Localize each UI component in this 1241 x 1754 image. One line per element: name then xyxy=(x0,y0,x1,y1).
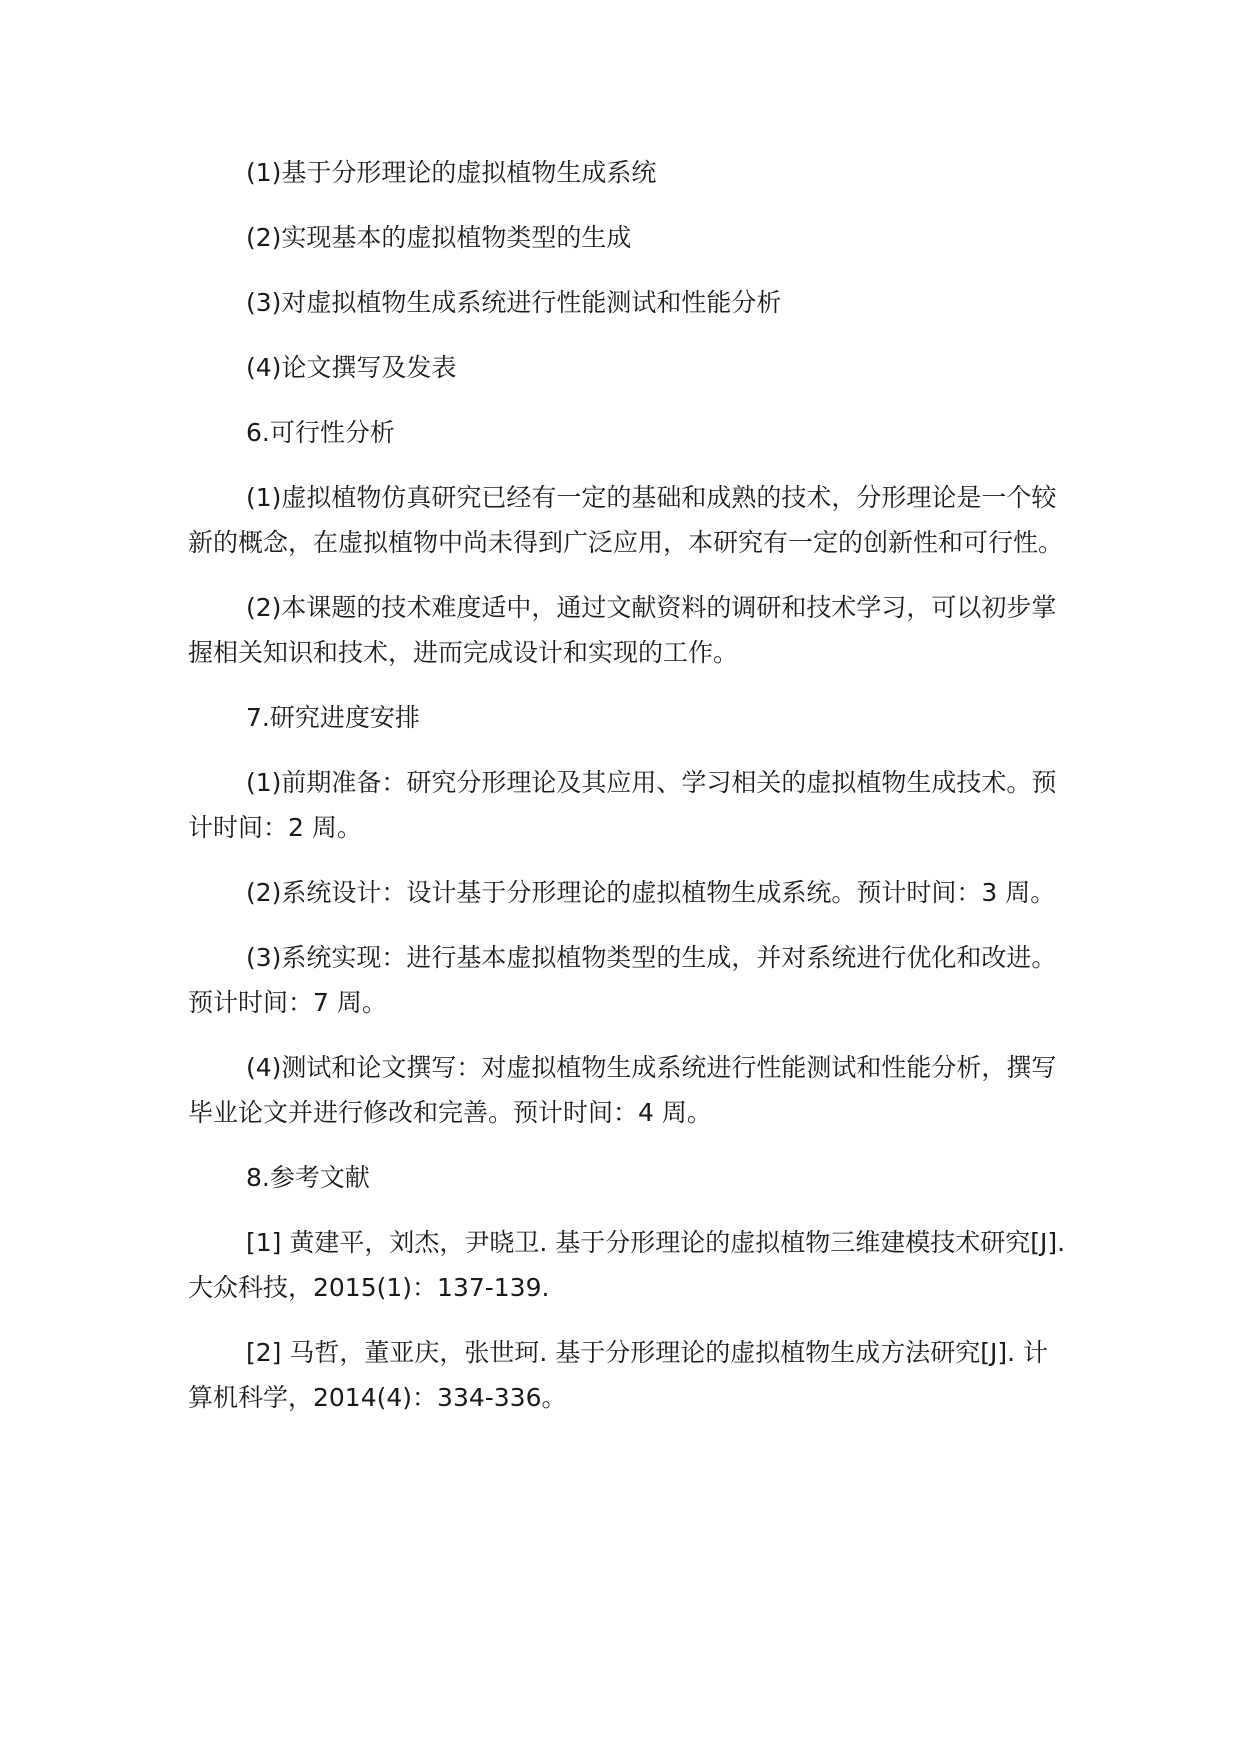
goal-item-4: (4)论文撰写及发表 xyxy=(246,353,457,382)
goal-item-2: (2)实现基本的虚拟植物类型的生成 xyxy=(246,223,632,252)
feasibility-item-2: (2)本课题的技术难度适中，通过文献资料的调研和技术学习，可以初步掌握相关知识和技术，进而完成设计和实现的工作。 xyxy=(188,593,1057,667)
schedule-item-3: (3)系统实现：进行基本虚拟植物类型的生成，并对系统进行优化和改进。预计时间：7 周。 xyxy=(188,943,1057,1017)
feasibility-item-1: (1)虚拟植物仿真研究已经有一定的基础和成熟的技术，分形理论是一个较新的概念，在虚拟植物中尚未得到广泛应用，本研究有一定的创新性和可行性。 xyxy=(188,483,1064,557)
schedule-item-4: (4)测试和论文撰写：对虚拟植物生成系统进行性能测试和性能分析，撰写毕业论文并进行修改和完善。预计时间：4 周。 xyxy=(188,1053,1057,1127)
goal-item-1: (1)基于分形理论的虚拟植物生成系统 xyxy=(246,158,657,187)
section-heading-feasibility: 6.可行性分析 xyxy=(246,418,395,447)
reference-item-1: [1] 黄建平，刘杰，尹晓卫. 基于分形理论的虚拟植物三维建模技术研究[J]. 大众科技，2015(1)：137-139. xyxy=(188,1228,1066,1302)
schedule-item-1: (1)前期准备：研究分形理论及其应用、学习相关的虚拟植物生成技术。预计时间：2 周。 xyxy=(188,768,1057,842)
goal-item-3: (3)对虚拟植物生成系统进行性能测试和性能分析 xyxy=(246,288,782,317)
section-heading-schedule: 7.研究进度安排 xyxy=(246,703,420,732)
section-heading-references: 8.参考文献 xyxy=(246,1163,370,1192)
schedule-item-2: (2)系统设计：设计基于分形理论的虚拟植物生成系统。预计时间：3 周。 xyxy=(246,878,1056,907)
reference-item-2: [2] 马哲，董亚庆，张世珂. 基于分形理论的虚拟植物生成方法研究[J]. 计算机科学，2014(4)：334-336。 xyxy=(188,1338,1049,1412)
document-body xyxy=(188,150,1068,1440)
